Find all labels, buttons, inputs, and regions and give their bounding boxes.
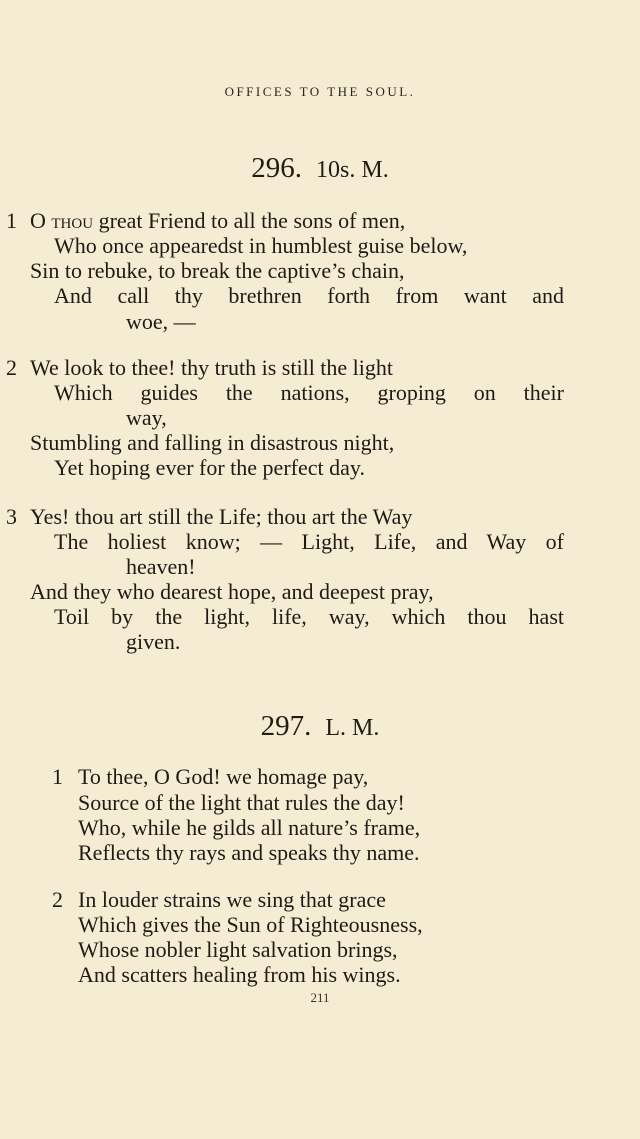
verse-line: Which guides the nations, groping on their <box>54 380 564 405</box>
verse-line: O thou great Friend to all the sons of men, <box>30 208 406 233</box>
running-head: OFFICES TO THE SOUL. <box>224 84 416 99</box>
hymn-heading <box>0 152 640 185</box>
verse-number: 1 <box>52 764 63 789</box>
verse-line: And call thy brethren forth from want and <box>54 283 564 308</box>
verse-line: In louder strains we sing that grace <box>78 887 386 912</box>
verse-line: Source of the light that rules the day! <box>78 790 405 815</box>
hymn-heading <box>0 710 640 743</box>
hymn-number: 296. <box>251 152 303 184</box>
verse-line: We look to thee! thy truth is still the light <box>30 355 394 380</box>
verse-line: heaven! <box>126 554 196 579</box>
verse-line: given. <box>126 629 181 654</box>
verse-line: Who, while he gilds all nature’s frame, <box>78 815 421 840</box>
small-caps-word: thou <box>51 208 94 233</box>
verse-line: Whose nobler light salvation brings, <box>78 937 398 962</box>
verse-line: Yes! thou art still the Life; thou art the Way <box>30 504 413 529</box>
hymn-meter: L. M. <box>325 715 380 741</box>
verse-number: 3 <box>6 504 17 529</box>
verse-line: Who once appearedst in humblest guise below, <box>54 233 468 258</box>
verse-number: 2 <box>52 887 63 912</box>
verse-line: And they who dearest hope, and deepest pray, <box>30 579 434 604</box>
hymn-meter: 10s. M. <box>316 157 389 183</box>
verse-line: Toil by the light, life, way, which thou hast <box>54 604 564 629</box>
verse-line: Yet hoping ever for the perfect day. <box>54 455 365 480</box>
verse-line: The holiest know; — Light, Life, and Way of <box>54 529 564 554</box>
verse-line: To thee, O God! we homage pay, <box>78 764 369 789</box>
hymn-number: 297. <box>260 710 312 742</box>
verse-line: Sin to rebuke, to break the captive’s chain, <box>30 258 405 283</box>
verse-line: Which gives the Sun of Righteousness, <box>78 912 423 937</box>
page-number: 211 <box>310 990 330 1005</box>
verse-number: 1 <box>6 208 17 233</box>
verse-line: Reflects thy rays and speaks thy name. <box>78 840 420 865</box>
verse-line: woe, — <box>126 309 196 334</box>
verse-line: way, <box>126 405 167 430</box>
verse-number: 2 <box>6 355 17 380</box>
verse-line: And scatters healing from his wings. <box>78 962 401 987</box>
verse-line: Stumbling and falling in disastrous night, <box>30 430 395 455</box>
